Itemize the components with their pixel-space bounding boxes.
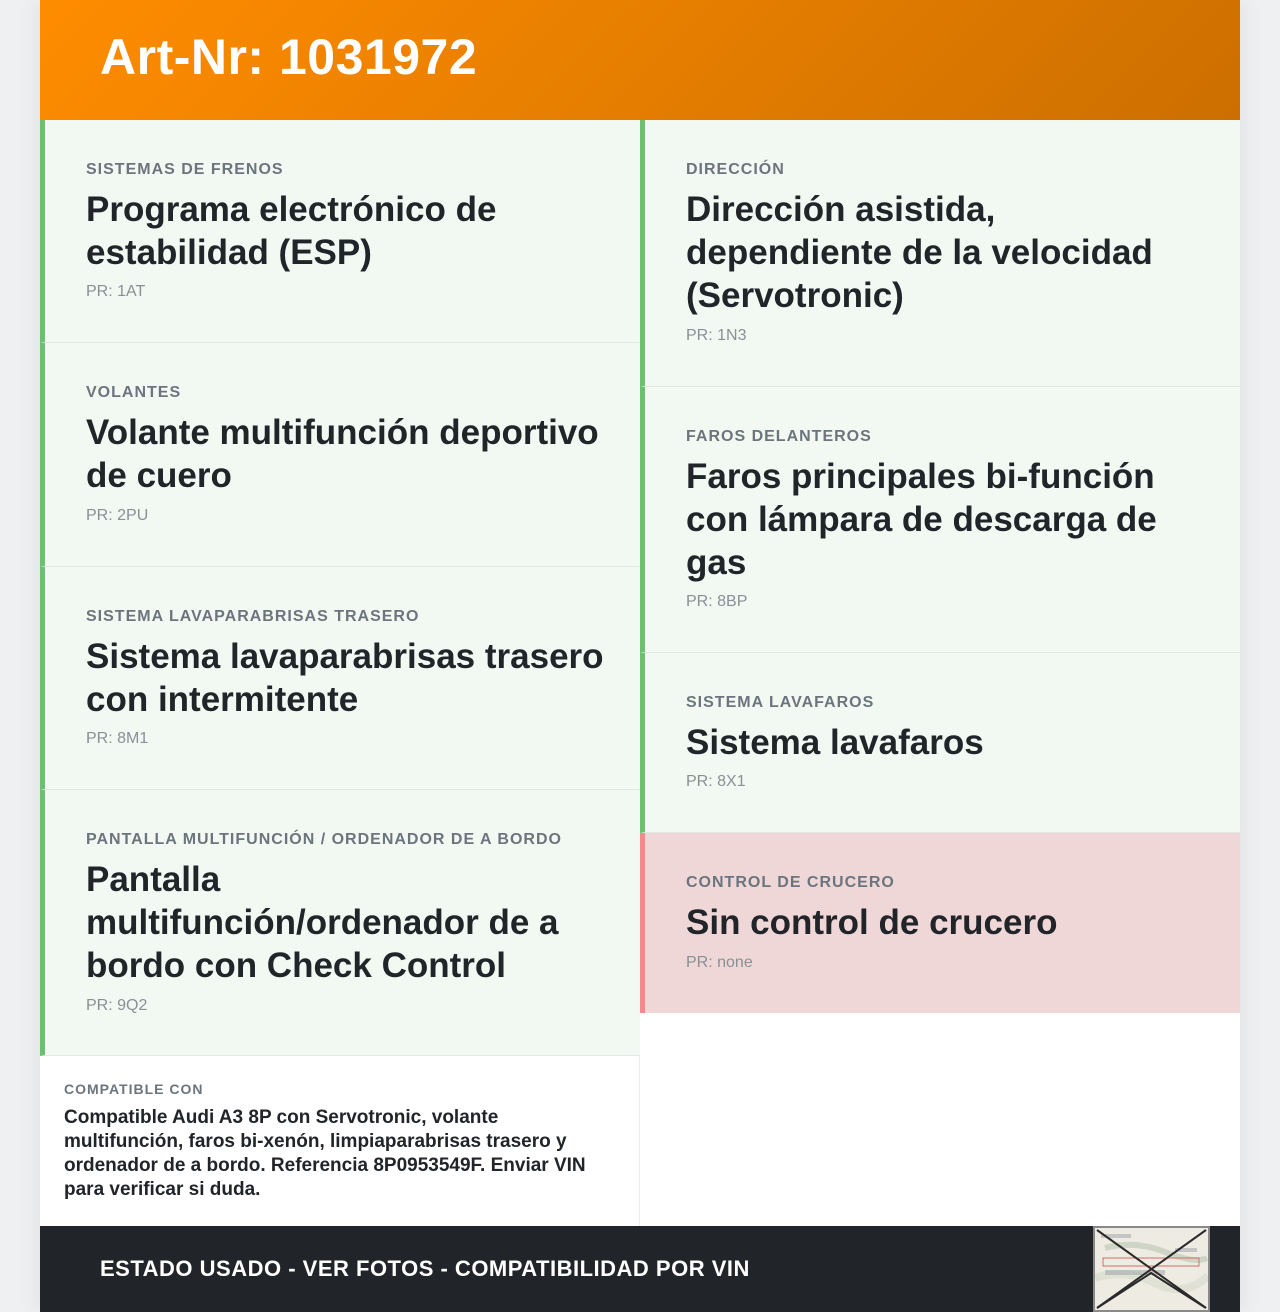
compatibility-label: COMPATIBLE CON xyxy=(64,1081,204,1097)
feature-category: FAROS DELANTEROS xyxy=(686,428,872,445)
right-feature-column xyxy=(640,120,1240,1013)
page-title: Art-Nr: 1031972 xyxy=(100,29,478,85)
header-banner xyxy=(40,0,1240,120)
feature-pr-code: PR: 1AT xyxy=(86,283,146,300)
feature-category: SISTEMA LAVAFAROS xyxy=(686,694,875,711)
feature-name: Programa electrónico de estabilidad (ESP) xyxy=(86,190,497,272)
feature-category: PANTALLA MULTIFUNCIÓN / ORDENADOR DE A BORDO xyxy=(86,831,562,848)
feature-card xyxy=(640,120,1240,387)
feature-card xyxy=(40,790,640,1056)
feature-card-absent xyxy=(640,833,1240,1013)
feature-category: SISTEMAS DE FRENOS xyxy=(86,161,284,178)
feature-category: VOLANTES xyxy=(86,384,182,401)
product-sheet xyxy=(40,0,1240,1312)
feature-category: DIRECCIÓN xyxy=(686,161,785,178)
feature-name: Volante multifunción deportivo de cuero xyxy=(86,413,599,495)
feature-pr-code: PR: 8BP xyxy=(686,593,748,610)
compatibility-text: Compatible Audi A3 8P con Servotronic, volante multifunción, faros bi-xenón, limpiaparabrisas trasero y ordenador de a bordo. Referencia 8P0953549F. Enviar VIN para verificar si duda. xyxy=(64,1107,586,1200)
feature-pr-code: PR: 9Q2 xyxy=(86,997,148,1014)
left-feature-column xyxy=(40,120,640,1056)
feature-pr-code: PR: 8X1 xyxy=(686,773,746,790)
feature-card xyxy=(640,387,1240,653)
feature-name: Dirección asistida, dependiente de la velocidad (Servotronic) xyxy=(686,190,1153,315)
feature-name: Sistema lavafaros xyxy=(686,723,984,762)
feature-name: Sistema lavaparabrisas trasero con intermitente xyxy=(86,637,604,719)
feature-pr-code: PR: 1N3 xyxy=(686,327,747,344)
feature-name: Pantalla multifunción/ordenador de a bordo con Check Control xyxy=(86,860,559,985)
feature-pr-code: PR: none xyxy=(686,954,753,971)
feature-card xyxy=(640,653,1240,833)
footer-text: ESTADO USADO - VER FOTOS - COMPATIBILIDAD POR VIN xyxy=(100,1256,750,1281)
feature-card xyxy=(40,567,640,790)
feature-card xyxy=(40,120,640,343)
footer-bar xyxy=(40,1226,1240,1312)
feature-category: SISTEMA LAVAPARABRISAS TRASERO xyxy=(86,608,420,625)
feature-pr-code: PR: 8M1 xyxy=(86,730,149,747)
feature-pr-code: PR: 2PU xyxy=(86,507,149,524)
product-photo-thumbnail[interactable] xyxy=(1093,1226,1210,1312)
feature-category: CONTROL DE CRUCERO xyxy=(686,874,895,891)
feature-card xyxy=(40,343,640,567)
label-photo-image xyxy=(1095,1228,1208,1310)
compatibility-section xyxy=(40,1056,640,1226)
feature-name: Sin control de crucero xyxy=(686,903,1058,942)
feature-name: Faros principales bi-función con lámpara de descarga de gas xyxy=(686,457,1157,582)
